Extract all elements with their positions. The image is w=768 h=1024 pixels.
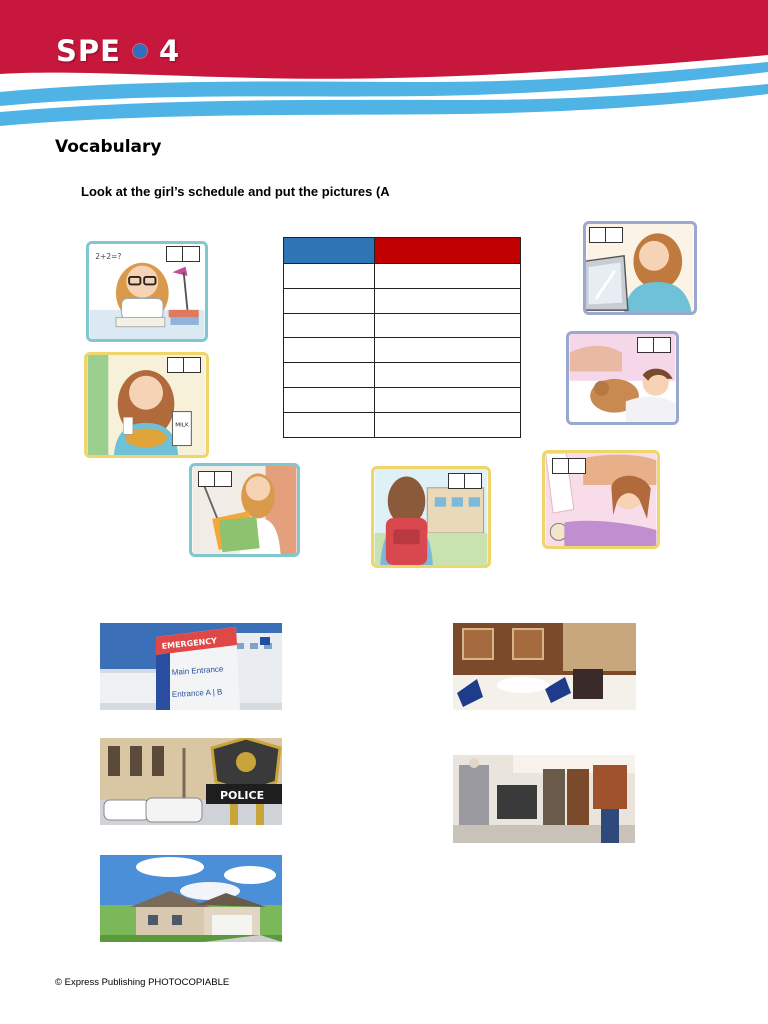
picture-homework xyxy=(86,241,208,342)
table-row xyxy=(284,387,521,412)
answer-box[interactable] xyxy=(589,227,623,243)
brand-logo xyxy=(56,34,180,68)
schedule-cell[interactable] xyxy=(284,288,375,313)
schedule-cell[interactable] xyxy=(375,387,521,412)
picture-sleeping xyxy=(566,331,679,425)
answer-box[interactable] xyxy=(198,471,232,487)
schedule-header-row xyxy=(284,238,521,264)
schedule-header-activity xyxy=(375,238,521,264)
photo-hospital xyxy=(100,623,282,710)
picture-school xyxy=(371,466,491,568)
photo-clothes-shop xyxy=(453,755,635,843)
picture-books xyxy=(189,463,300,557)
svg-text:MILK: MILK xyxy=(175,422,189,429)
schedule-cell[interactable] xyxy=(284,264,375,289)
schedule-cell[interactable] xyxy=(284,338,375,363)
schedule-cell[interactable] xyxy=(284,363,375,388)
restaurant-photo xyxy=(453,623,636,710)
schedule-cell[interactable] xyxy=(284,412,375,437)
table-row xyxy=(284,264,521,289)
answer-box[interactable] xyxy=(448,473,482,489)
picture-breakfast xyxy=(84,352,209,458)
instruction-text: Look at the girl’s schedule and put the pictures (A xyxy=(81,184,390,199)
picture-waking xyxy=(542,450,660,549)
schedule-cell[interactable] xyxy=(375,313,521,338)
picture-laptop xyxy=(583,221,697,315)
table-row xyxy=(284,288,521,313)
schedule-cell[interactable] xyxy=(375,288,521,313)
schedule-cell[interactable] xyxy=(375,412,521,437)
house-photo xyxy=(100,855,282,942)
footer-copyright: © Express Publishing PHOTOCOPIABLE xyxy=(55,977,230,988)
photo-restaurant xyxy=(453,623,636,710)
answer-box[interactable] xyxy=(167,357,201,373)
table-row xyxy=(284,338,521,363)
svg-text:2+2=?: 2+2=? xyxy=(95,252,122,262)
schedule-cell[interactable] xyxy=(375,363,521,388)
section-title: Vocabulary xyxy=(55,137,162,157)
photo-police xyxy=(100,738,282,825)
police-photo xyxy=(100,738,282,825)
entrance-ab-text: Entrance A | B xyxy=(171,687,223,699)
table-row xyxy=(284,313,521,338)
emergency-sign-text: EMERGENCY xyxy=(161,636,218,651)
answer-box[interactable] xyxy=(166,246,200,262)
schedule-cell[interactable] xyxy=(284,387,375,412)
answer-box[interactable] xyxy=(552,458,586,474)
answer-box[interactable] xyxy=(637,337,671,353)
schedule-table xyxy=(283,237,521,438)
photo-house xyxy=(100,855,282,942)
schedule-cell[interactable] xyxy=(375,264,521,289)
table-row xyxy=(284,363,521,388)
brand-level: 4 xyxy=(158,34,181,68)
schedule-cell[interactable] xyxy=(375,338,521,363)
schedule-header-time xyxy=(284,238,375,264)
schedule-cell[interactable] xyxy=(284,313,375,338)
brand-dot-icon xyxy=(133,44,147,58)
table-row xyxy=(284,412,521,437)
main-entrance-text: Main Entrance xyxy=(171,664,224,677)
clothes-shop-photo xyxy=(453,755,635,843)
police-sign-text: POLICE xyxy=(220,789,265,802)
hospital-photo xyxy=(100,623,282,710)
brand-text: SPE xyxy=(56,34,121,68)
